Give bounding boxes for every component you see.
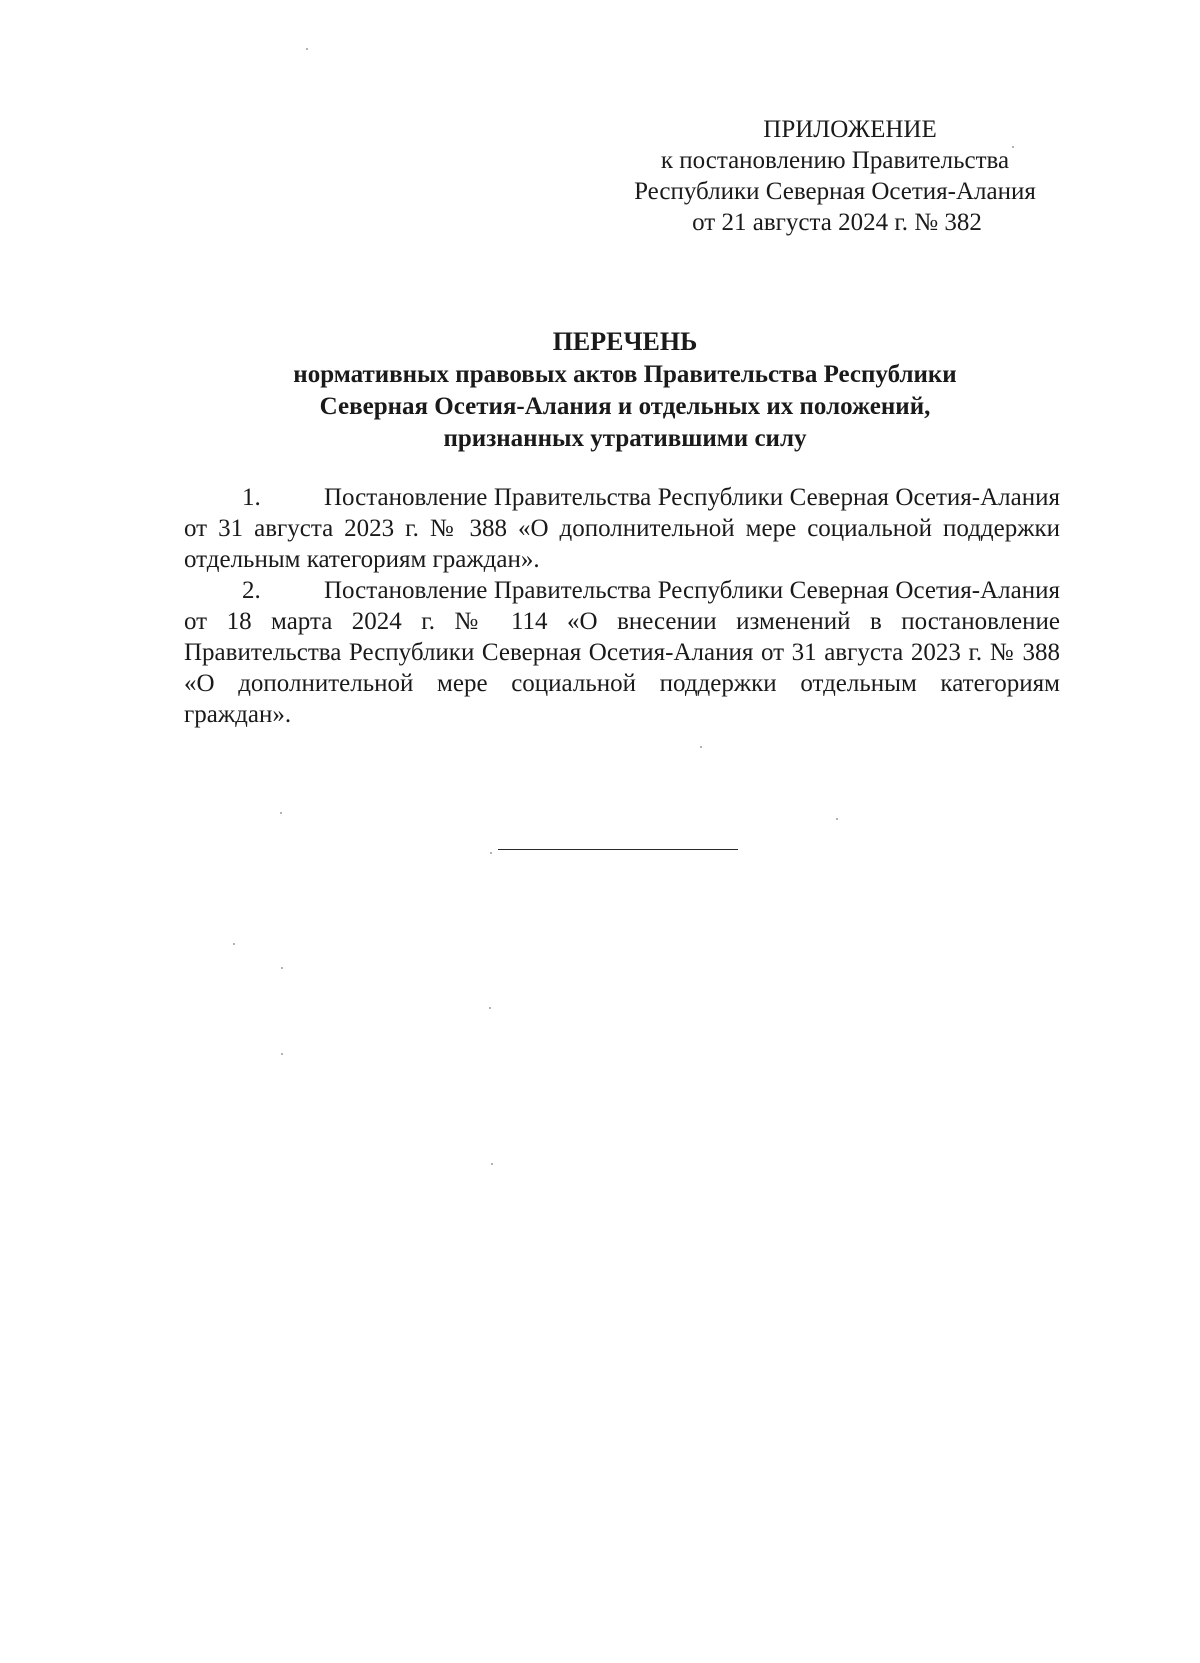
scan-speck [836, 818, 838, 820]
scan-speck [281, 1053, 283, 1055]
scan-speck [1012, 146, 1014, 148]
list-item [184, 575, 1060, 730]
document-title: ПЕРЕЧЕНЬ [552, 327, 698, 356]
appendix-title: ПРИЛОЖЕНИЕ [763, 116, 937, 143]
scan-speck [489, 1007, 491, 1009]
scan-speck [490, 852, 492, 854]
document-subtitle-line: нормативных правовых актов Правительства Республики [293, 361, 957, 388]
appendix-header [600, 114, 1070, 238]
scan-speck [281, 967, 283, 969]
item-text: Постановление Правительства Республики Северная Осетия-Алания от 31 августа 2023 г. № 388 «О дополнительной мере социальной поддержки отдельным категориям граждан». [184, 484, 1060, 573]
item-number: 1. [242, 484, 261, 511]
appendix-line: Республики Северная Осетия-Алания [634, 178, 1036, 205]
acts-list [184, 482, 1060, 730]
item-text: Постановление Правительства Республики Северная Осетия-Алания от 18 марта 2024 г. № 114 «О внесении изменений в постановление Правительства Республики Северная Осетия-Алания от 31 августа 2023 г. № 388 «О дополнительной мере социальной поддержки отдельным категориям граждан». [184, 577, 1060, 728]
scan-speck [306, 48, 308, 50]
appendix-line: к постановлению Правительства [660, 147, 1010, 174]
scan-speck [491, 1163, 493, 1165]
document-subtitle-line: признанных утратившими силу [443, 425, 807, 452]
appendix-line: от 21 августа 2024 г. № 382 [692, 209, 982, 236]
item-number: 2. [242, 577, 261, 604]
scan-speck [280, 812, 282, 814]
scan-speck [233, 943, 235, 945]
end-divider-line [498, 849, 738, 850]
scan-speck [700, 746, 702, 748]
document-heading [190, 326, 1060, 455]
document-subtitle-line: Северная Осетия-Алания и отдельных их положений, [319, 393, 931, 420]
list-item [184, 482, 1060, 575]
